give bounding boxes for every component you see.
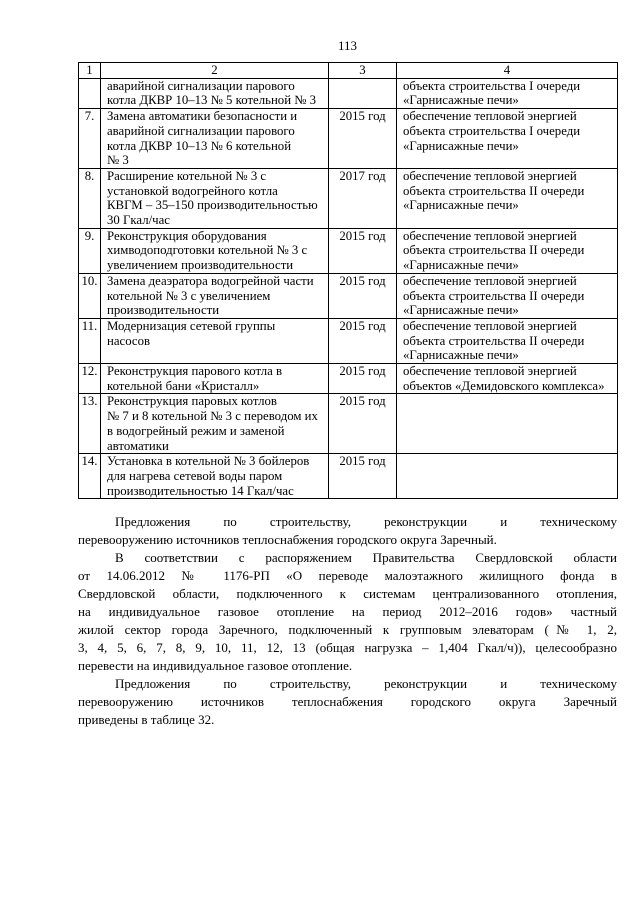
text-line: перевооружению источников теплоснабжения городского округа Заречный (78, 694, 617, 709)
table-body (79, 78, 618, 499)
completion-year-cell: 2015 год (329, 318, 397, 363)
column-number-header: 2 (101, 63, 329, 79)
table-header-row (79, 63, 618, 79)
completion-year-cell: 2017 год (329, 168, 397, 228)
text-line: жилой сектор города Заречного, подключенный к групповым элеваторам (№ 1, 2, (78, 622, 617, 637)
purpose-cell (397, 454, 618, 499)
row-number-cell: 14. (79, 454, 101, 499)
purpose-cell: обеспечение тепловой энергией объекта строительства II очереди «Гарнисажные печи» (397, 168, 618, 228)
row-number-cell: 7. (79, 109, 101, 169)
row-number-cell: 10. (79, 273, 101, 318)
body-paragraph (78, 549, 617, 675)
table-row (79, 109, 618, 169)
purpose-cell: обеспечение тепловой энергией объекта строительства I очереди «Гарнисажные печи» (397, 109, 618, 169)
text-line: Свердловской области, подключенного к системам централизованного отопления, (78, 586, 617, 601)
row-number-cell: 9. (79, 228, 101, 273)
table-row (79, 273, 618, 318)
text-line: на индивидуальное газовое отопление на период 2012–2016 годов» частный (78, 604, 617, 619)
table-row (79, 168, 618, 228)
row-number-cell: 12. (79, 364, 101, 394)
work-description-cell: Реконструкция паровых котлов № 7 и 8 котельной № 3 с переводом их в водогрейный режим и заменой автоматики (101, 394, 329, 454)
measures-table (78, 62, 618, 499)
table-row (79, 454, 618, 499)
work-description-cell: Реконструкция парового котла в котельной бани «Кристалл» (101, 364, 329, 394)
page-number: 113 (337, 38, 358, 53)
table-row (79, 78, 618, 108)
purpose-cell: объекта строительства I очереди «Гарнисажные печи» (397, 78, 618, 108)
row-number-cell: 13. (79, 394, 101, 454)
purpose-cell: обеспечение тепловой энергией объекта строительства II очереди «Гарнисажные печи» (397, 318, 618, 363)
work-description-cell: Модернизация сетевой группы насосов (101, 318, 329, 363)
completion-year-cell: 2015 год (329, 454, 397, 499)
row-number-cell (79, 78, 101, 108)
table-row (79, 394, 618, 454)
column-number-header: 1 (79, 63, 101, 79)
purpose-cell (397, 394, 618, 454)
body-paragraph (78, 513, 617, 549)
purpose-cell: обеспечение тепловой энергией объекта строительства II очереди «Гарнисажные печи» (397, 273, 618, 318)
completion-year-cell (329, 78, 397, 108)
text-line: Предложения по строительству, реконструкции и техническому (115, 676, 617, 691)
table-row (79, 318, 618, 363)
work-description-cell: Установка в котельной № 3 бойлеров для нагрева сетевой воды паром производительностью 14 Гкал/час (101, 454, 329, 499)
row-number-cell: 8. (79, 168, 101, 228)
work-description-cell: аварийной сигнализации парового котла ДКВР 10–13 № 5 котельной № 3 (101, 78, 329, 108)
completion-year-cell: 2015 год (329, 109, 397, 169)
text-line: перевести на индивидуальное газовое отопление. (78, 658, 353, 673)
table-row (79, 228, 618, 273)
work-description-cell: Реконструкция оборудования химводоподготовки котельной № 3 с увеличением производительности (101, 228, 329, 273)
text-line: приведены в таблице 32. (78, 712, 215, 727)
body-text (78, 513, 617, 729)
completion-year-cell: 2015 год (329, 273, 397, 318)
text-line: В соответствии с распоряжением Правительства Свердловской области (115, 550, 617, 565)
work-description-cell: Замена деаэратора водогрейной части котельной № 3 с увеличением производительности (101, 273, 329, 318)
work-description-cell: Расширение котельной № 3 с установкой водогрейного котла КВГМ – 35–150 производительностью 30 Гкал/час (101, 168, 329, 228)
completion-year-cell: 2015 год (329, 228, 397, 273)
text-line: 3, 4, 5, 6, 7, 8, 9, 10, 11, 12, 13 (общая нагрузка – 1,404 Гкал/ч)), целесообразно (78, 640, 617, 655)
completion-year-cell: 2015 год (329, 364, 397, 394)
body-paragraph (78, 675, 617, 729)
table-row (79, 364, 618, 394)
column-number-header: 3 (329, 63, 397, 79)
column-number-header: 4 (397, 63, 618, 79)
work-description-cell: Замена автоматики безопасности и аварийной сигнализации парового котла ДКВР 10–13 № 6 котельной № 3 (101, 109, 329, 169)
purpose-cell: обеспечение тепловой энергией объекта строительства II очереди «Гарнисажные печи» (397, 228, 618, 273)
completion-year-cell: 2015 год (329, 394, 397, 454)
text-line: от 14.06.2012 № 1176-РП «О переводе малоэтажного жилищного фонда в (78, 568, 617, 583)
purpose-cell: обеспечение тепловой энергией объектов «Демидовского комплекса» (397, 364, 618, 394)
text-line: Предложения по строительству, реконструкции и техническому (115, 514, 617, 529)
text-line: перевооружению источников теплоснабжения городского округа Заречный. (78, 532, 497, 547)
row-number-cell: 11. (79, 318, 101, 363)
